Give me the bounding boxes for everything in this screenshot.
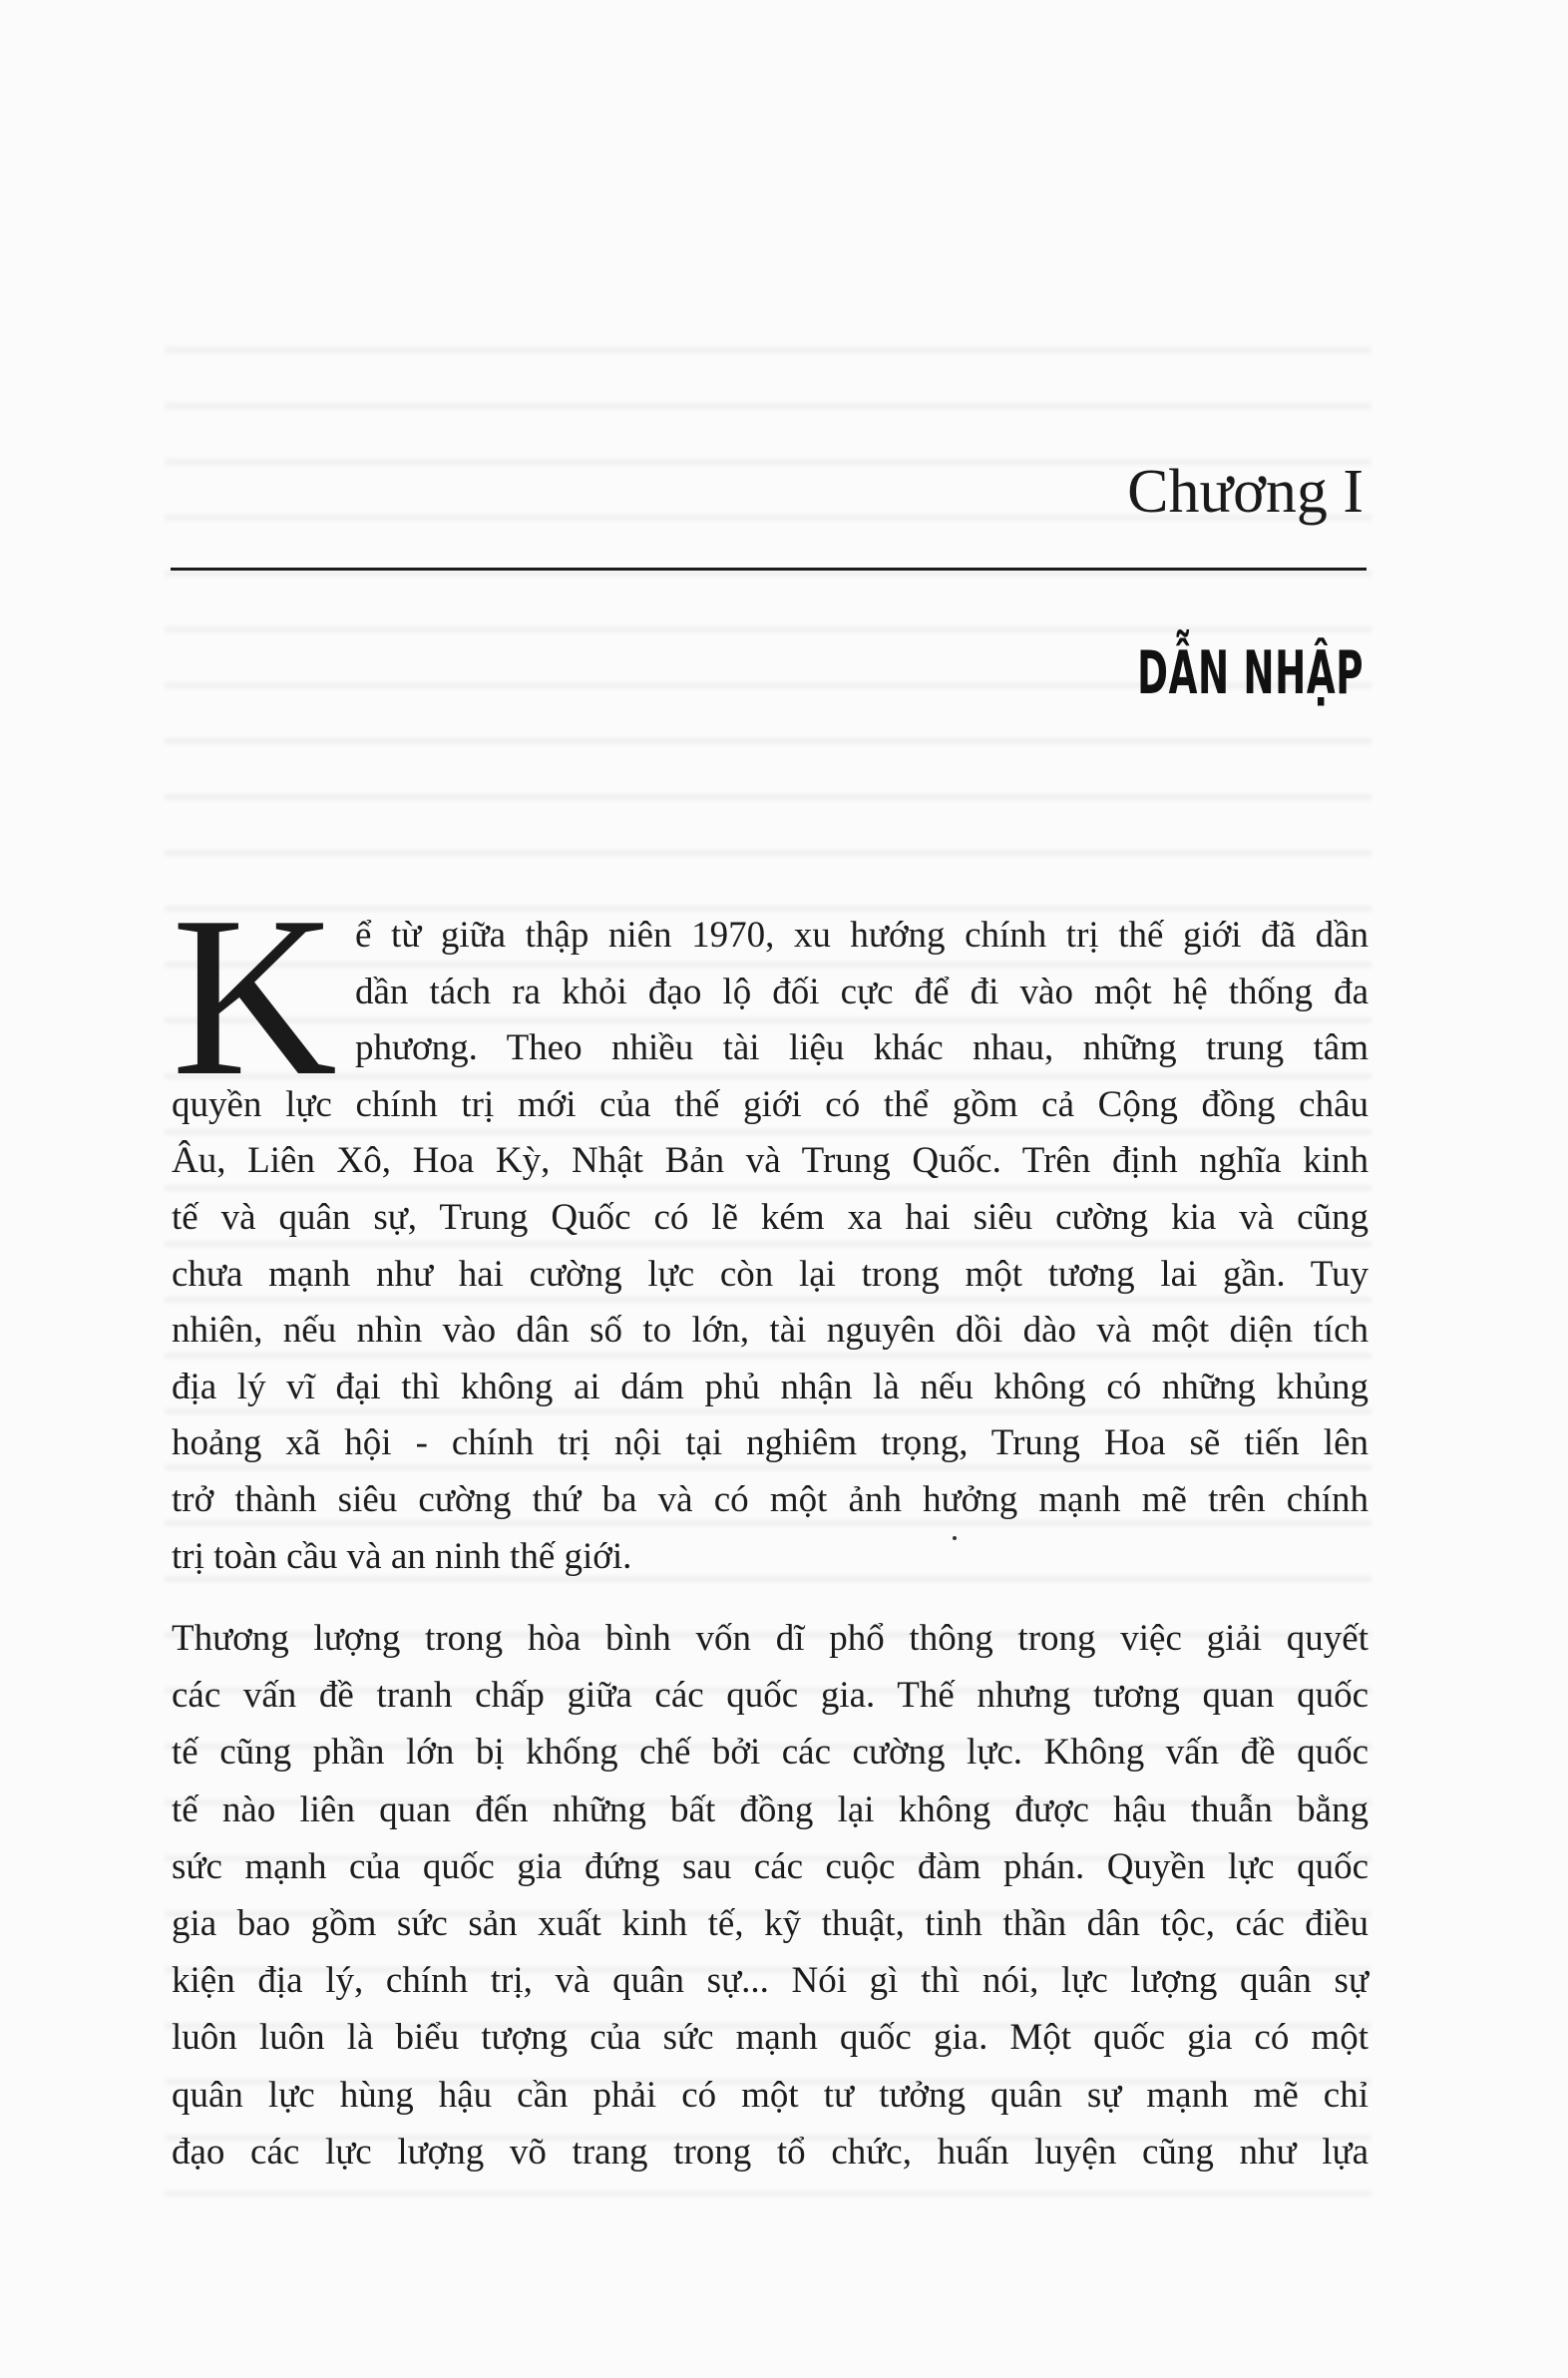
drop-cap: K bbox=[172, 869, 338, 1123]
text-line: tế nào liên quan đến những bất đồng lại không được hậu thuẫn bằng bbox=[172, 1788, 1369, 1830]
paragraph-2 bbox=[172, 1610, 1369, 2180]
text-line: gia bao gồm sức sản xuất kinh tế, kỹ thuật, tinh thần dân tộc, các điều bbox=[172, 1903, 1369, 1945]
text-line: tế và quân sự, Trung Quốc có lẽ kém xa hai siêu cường kia và cũng bbox=[172, 1196, 1369, 1238]
text-line: địa lý vĩ đại thì không ai dám phủ nhận là nếu không có những khủng bbox=[172, 1366, 1369, 1407]
text-line: Âu, Liên Xô, Hoa Kỳ, Nhật Bản và Trung Quốc. Trên định nghĩa kinh bbox=[172, 1140, 1369, 1182]
text-line: các vấn đề tranh chấp giữa các quốc gia. Thế nhưng tương quan quốc bbox=[172, 1675, 1369, 1717]
text-line: ể từ giữa thập niên 1970, xu hướng chính trị thế giới đã dần bbox=[355, 915, 1369, 956]
chapter-divider bbox=[171, 568, 1367, 571]
chapter-number: Chương I bbox=[1127, 458, 1364, 526]
text-line: quyền lực chính trị mới của thế giới có thể gồm cả Cộng đồng châu bbox=[172, 1083, 1369, 1125]
paragraph-1 bbox=[172, 908, 1369, 1585]
text-line: quân lực hùng hậu cần phải có một tư tưởng quân sự mạnh mẽ chỉ bbox=[172, 2074, 1369, 2116]
text-line: kiện địa lý, chính trị, và quân sự... Nói gì thì nói, lực lượng quân sự bbox=[172, 1960, 1369, 2002]
text-line: đạo các lực lượng võ trang trong tổ chức, huấn luyện cũng như lựa bbox=[172, 2131, 1369, 2173]
text-line: luôn luôn là biểu tượng của sức mạnh quốc gia. Một quốc gia có một bbox=[172, 2017, 1369, 2059]
text-line: trị toàn cầu và an ninh thế giới. bbox=[172, 1535, 632, 1577]
text-line: nhiên, nếu nhìn vào dân số to lớn, tài nguyên dồi dào và một diện tích bbox=[172, 1310, 1369, 1352]
chapter-title: DẪN NHẬP bbox=[1136, 638, 1364, 708]
text-line: sức mạnh của quốc gia đứng sau các cuộc đàm phán. Quyền lực quốc bbox=[172, 1845, 1369, 1887]
text-line: hoảng xã hội - chính trị nội tại nghiêm trọng, Trung Hoa sẽ tiến lên bbox=[172, 1422, 1369, 1464]
text-line: trở thành siêu cường thứ ba và có một ảnh hưởng mạnh mẽ trên chính bbox=[172, 1478, 1369, 1520]
text-line: dần tách ra khỏi đạo lộ đối cực để đi vào một hệ thống đa bbox=[355, 971, 1369, 1012]
text-line: tế cũng phần lớn bị khống chế bởi các cường lực. Không vấn đề quốc bbox=[172, 1732, 1369, 1774]
text-line: phương. Theo nhiều tài liệu khác nhau, những trung tâm bbox=[355, 1027, 1369, 1069]
ink-speck bbox=[953, 1536, 957, 1540]
text-line: Thương lượng trong hòa bình vốn dĩ phổ thông trong việc giải quyết bbox=[172, 1618, 1369, 1659]
text-line: chưa mạnh như hai cường lực còn lại trong một tương lai gần. Tuy bbox=[172, 1253, 1369, 1295]
